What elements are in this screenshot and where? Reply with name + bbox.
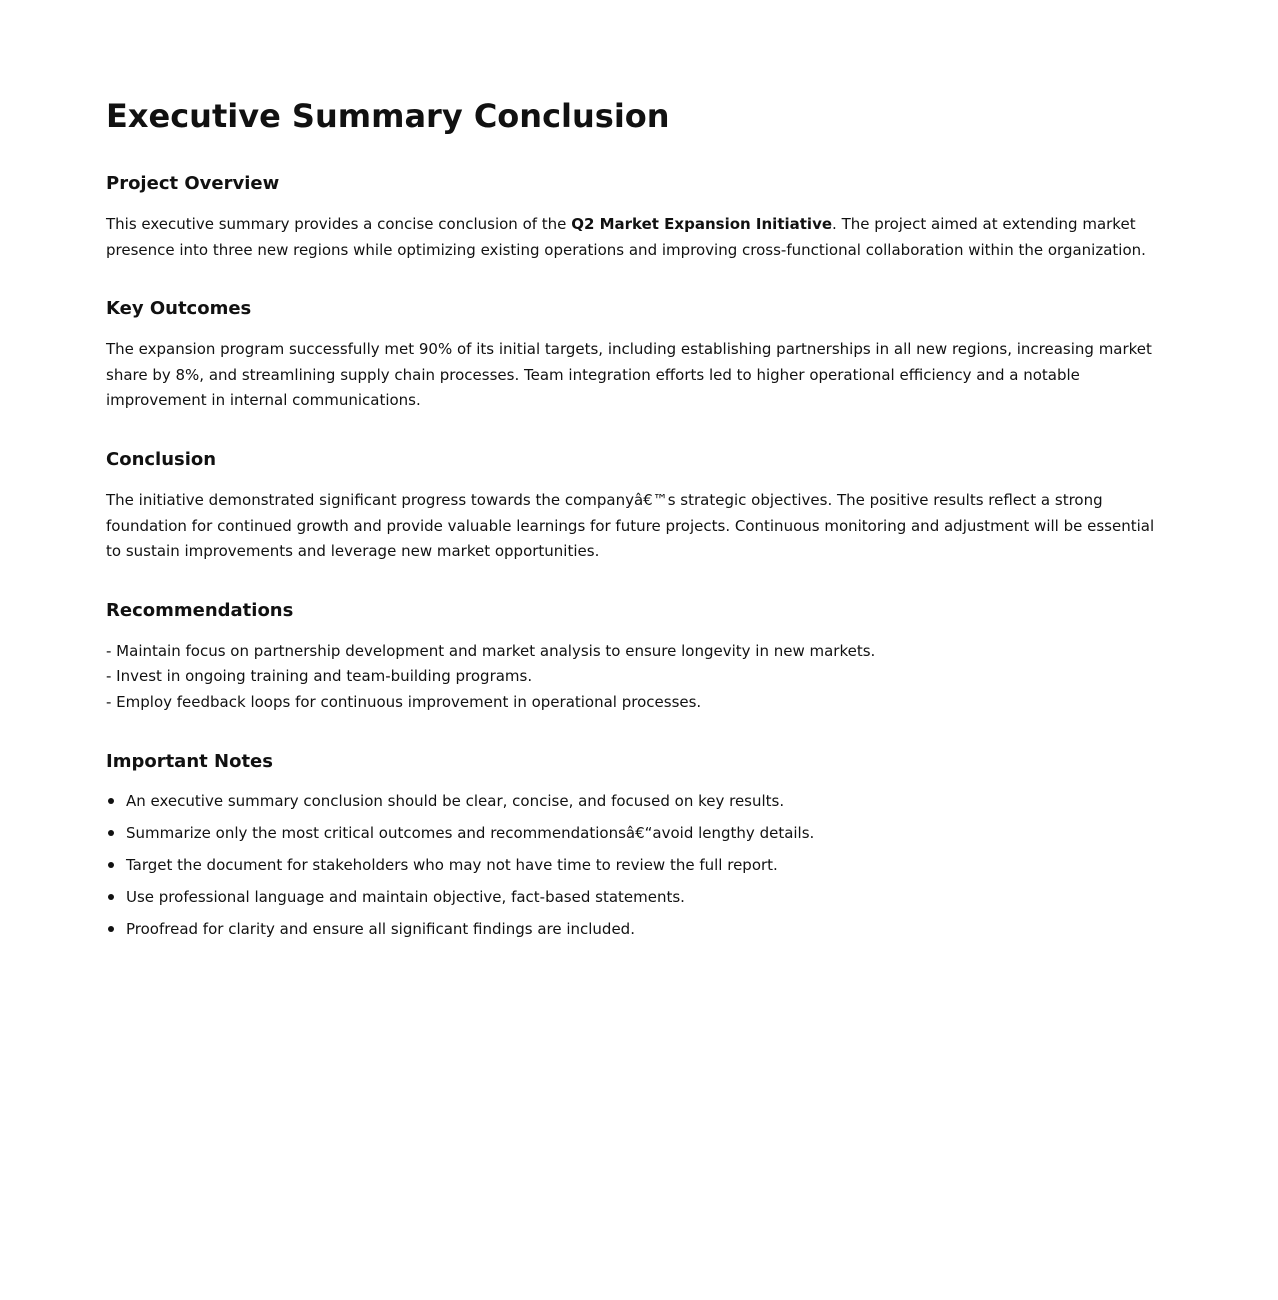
- list-item: An executive summary conclusion should be clear, concise, and focused on key results.: [126, 790, 1172, 812]
- section-important-notes: [106, 750, 1172, 940]
- conclusion-paragraph: The initiative demonstrated significant progress towards the companyâ€™s strategic objectives. The positive results reflect a strong foundation for continued growth and provide valuable learnings for future projects. Continuous monitoring and adjustment will be essential to sustain improvements and leverage new market opportunities.: [106, 490, 1155, 561]
- list-item: Target the document for stakeholders who may not have time to review the full report.: [126, 854, 1172, 876]
- recommendation-line: - Employ feedback loops for continuous improvement in operational processes.: [106, 692, 702, 711]
- page-title: Executive Summary Conclusion: [106, 97, 670, 135]
- section-heading-conclusion: Conclusion: [106, 448, 217, 470]
- section-recommendations: [106, 599, 1172, 716]
- recommendations-block: [106, 639, 1172, 716]
- overview-text-after: . The project aimed at extending market presence into three new regions while optimizing existing operations and improving cross-functional collaboration within the organization.: [106, 215, 1146, 259]
- recommendation-line: - Maintain focus on partnership development and market analysis to ensure longevity in new markets.: [106, 641, 876, 660]
- section-conclusion: [106, 448, 1172, 565]
- important-notes-list: [106, 790, 1172, 940]
- section-heading-important-notes: Important Notes: [106, 750, 273, 772]
- section-project-overview: [106, 172, 1172, 263]
- section-key-outcomes: [106, 297, 1172, 414]
- initiative-name: Q2 Market Expansion Initiative: [571, 215, 833, 233]
- project-overview-paragraph: [106, 212, 1172, 263]
- key-outcomes-paragraph: The expansion program successfully met 90% of its initial targets, including establishing partnerships in all new regions, increasing market share by 8%, and streamlining supply chain processes. Team integration efforts led to higher operational efficiency and a notable improvement in internal communications.: [106, 340, 1152, 410]
- section-heading-project-overview: Project Overview: [106, 173, 280, 194]
- list-item: Summarize only the most critical outcomes and recommendationsâ€“avoid lengthy details.: [126, 822, 1172, 844]
- list-item: Proofread for clarity and ensure all significant findings are included.: [126, 918, 1172, 940]
- list-item: Use professional language and maintain objective, fact-based statements.: [126, 886, 1172, 908]
- section-heading-key-outcomes: Key Outcomes: [106, 298, 252, 320]
- recommendation-line: - Invest in ongoing training and team-building programs.: [106, 667, 533, 686]
- section-heading-recommendations: Recommendations: [106, 599, 294, 621]
- overview-text-before: This executive summary provides a concise conclusion of the: [106, 215, 572, 233]
